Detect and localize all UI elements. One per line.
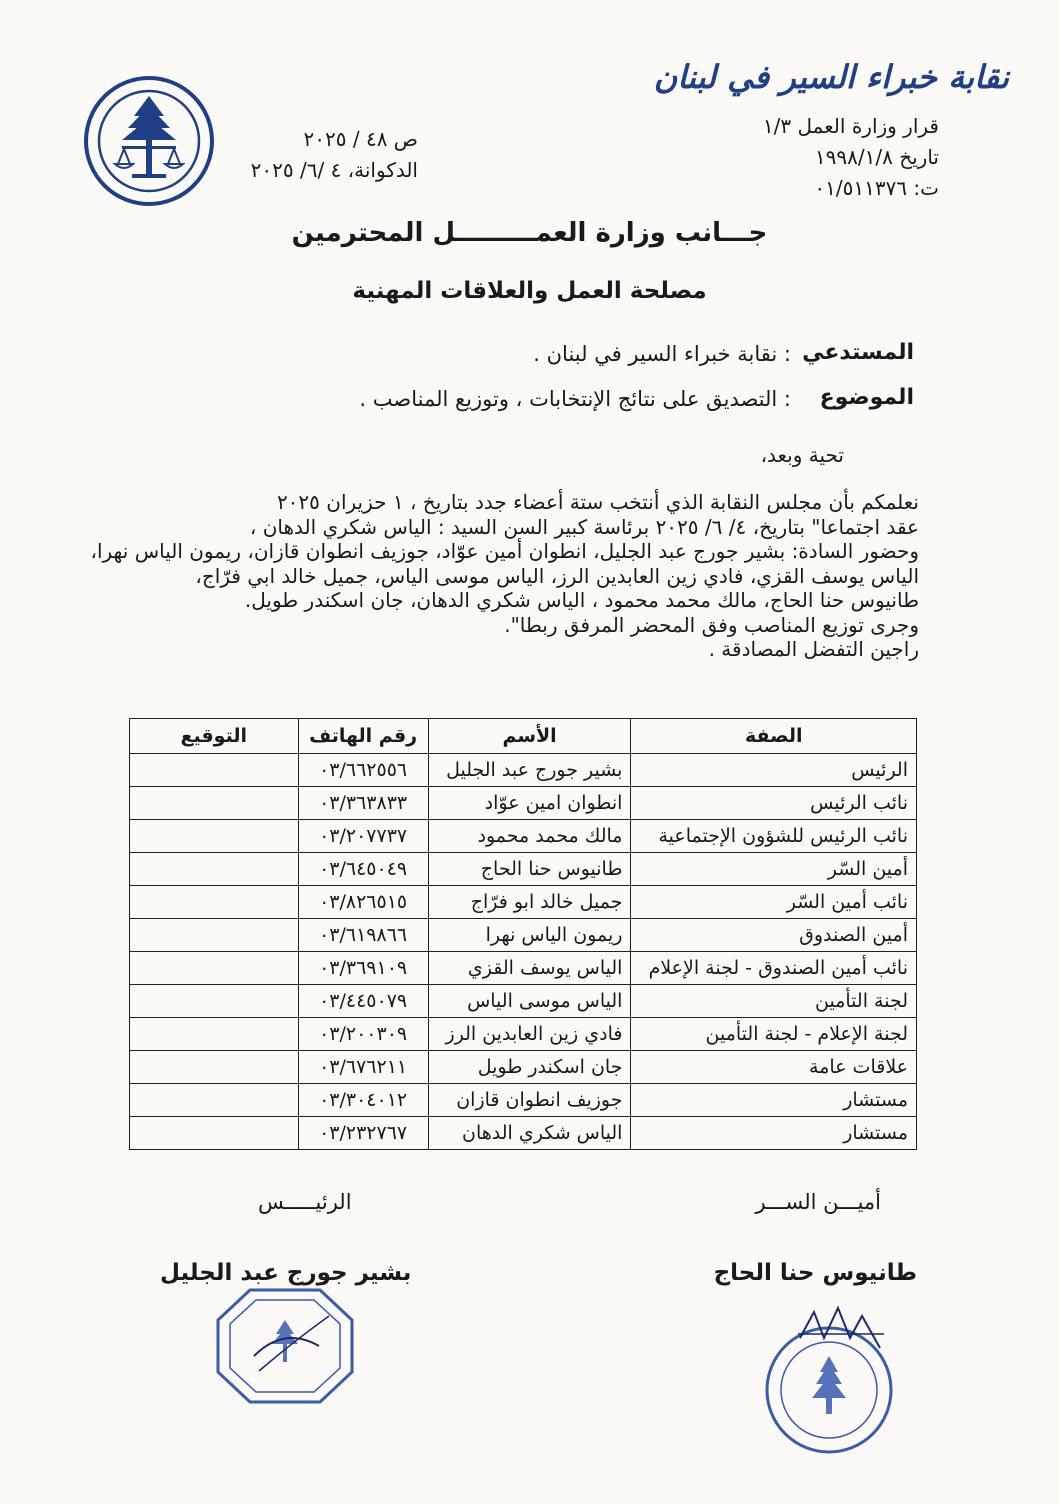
- member-name: الياس يوسف القزي: [428, 952, 631, 985]
- member-phone: ٠٣/٢٠٧٧٣٧: [298, 820, 428, 853]
- body-line: طانيوس حنا الحاج، مالك محمد محمود ، الياس شكري الدهان، جان اسكندر طويل.: [244, 588, 919, 612]
- member-title: لجنة التأمين: [631, 985, 917, 1018]
- member-title: مستشار: [631, 1117, 917, 1150]
- member-signature: [130, 1084, 299, 1117]
- member-signature: [130, 985, 299, 1018]
- body-line: الياس يوسف القزي، فادي زين العابدين الرز، الياس موسى الياس، جميل خالد ابي فرّاج،: [195, 563, 919, 588]
- member-phone: ٠٣/٨٢٦٥١٥: [298, 886, 428, 919]
- reference-number: ص ٤٨ / ٢٠٢٥: [303, 127, 418, 151]
- member-phone: ٠٣/٦١٩٨٦٦: [298, 919, 428, 952]
- member-signature: [130, 1117, 299, 1150]
- applicant-label: المستدعي: [802, 340, 914, 365]
- body-line: راجين التفضل المصادقة .: [708, 637, 919, 661]
- member-phone: ٠٣/٣٠٤٠١٢: [298, 1084, 428, 1117]
- member-phone: ٠٣/٤٤٥٠٧٩: [298, 985, 428, 1018]
- member-signature: [130, 1051, 299, 1084]
- member-phone: ٠٣/٢٠٠٣٠٩: [298, 1018, 428, 1051]
- body-line: عقد اجتماعا" بتاريخ، ٤/ ٦/ ٢٠٢٥ برئاسة كبير السن السيد : الياس شكري الدهان ،: [249, 514, 919, 539]
- member-phone: ٠٣/٣٦٣٨٣٣: [298, 787, 428, 820]
- greeting: تحية وبعد،: [760, 443, 844, 467]
- member-name: طانيوس حنا الحاج: [428, 853, 631, 886]
- member-signature: [130, 1018, 299, 1051]
- member-title: نائب الرئيس للشؤون الإجتماعية: [631, 820, 917, 853]
- member-name: ريمون الياس نهرا: [428, 919, 631, 952]
- member-name: انطوان امين عوّاد: [428, 787, 631, 820]
- member-signature: [130, 886, 299, 919]
- secretary-title: أميـــن الســـر: [755, 1190, 881, 1214]
- member-title: أمين الصندوق: [631, 919, 917, 952]
- member-signature: [130, 820, 299, 853]
- member-phone: ٠٣/٣٦٩١٠٩: [298, 952, 428, 985]
- member-name: الياس شكري الدهان: [428, 1117, 631, 1150]
- member-name: جميل خالد ابو فرّاج: [428, 886, 631, 919]
- table-row: [130, 886, 917, 919]
- ministry-decision: قرار وزارة العمل ١/٣: [762, 114, 939, 138]
- member-phone: ٠٣/٦٦٢٥٥٦: [298, 754, 428, 787]
- table-row: [130, 919, 917, 952]
- member-signature: [130, 754, 299, 787]
- member-title: لجنة الإعلام - لجنة التأمين: [631, 1018, 917, 1051]
- founding-date: تاريخ ١٩٩٨/١/٨: [814, 145, 939, 169]
- table-row: [130, 754, 917, 787]
- member-title: علاقات عامة: [631, 1051, 917, 1084]
- department: مصلحة العمل والعلاقات المهنية: [352, 278, 707, 304]
- table-row: [130, 985, 917, 1018]
- member-name: جان اسكندر طويل: [428, 1051, 631, 1084]
- table-header-row: [130, 719, 917, 754]
- member-title: نائب أمين السّر: [631, 886, 917, 919]
- member-phone: ٠٣/٢٣٢٧٦٧: [298, 1117, 428, 1150]
- table-row: [130, 1117, 917, 1150]
- table-row: [130, 787, 917, 820]
- reference-place-date: الدكوانة، ٤ /٦/ ٢٠٢٥: [250, 158, 418, 182]
- board-members-table: [129, 718, 917, 1150]
- secretary-name: طانيوس حنا الحاج: [713, 1260, 917, 1286]
- union-logo: [82, 74, 216, 208]
- member-signature: [130, 787, 299, 820]
- body-line: وجرى توزيع المناصب وفق المحضر المرفق ربطا".: [504, 612, 919, 637]
- member-name: جوزيف انطوان قازان: [428, 1084, 631, 1117]
- member-title: الرئيس: [631, 754, 917, 787]
- subject-label: الموضوع: [819, 385, 914, 410]
- table-row: [130, 853, 917, 886]
- body-line: وحضور السادة: بشير جورج عبد الجليل، انطوان أمين عوّاد، جوزيف انطوان قازان، ريمون الياس نهرا،: [90, 539, 919, 563]
- member-phone: ٠٣/٦٧٦٢١١: [298, 1051, 428, 1084]
- president-title: الرئيـــــس: [258, 1190, 352, 1214]
- header-name: الأسم: [428, 719, 631, 754]
- member-title: نائب أمين الصندوق - لجنة الإعلام: [631, 952, 917, 985]
- table-row: [130, 1051, 917, 1084]
- secretary-stamp: [762, 1298, 896, 1464]
- member-signature: [130, 952, 299, 985]
- member-title: مستشار: [631, 1084, 917, 1117]
- header-phone: رقم الهاتف: [298, 719, 428, 754]
- member-name: الياس موسى الياس: [428, 985, 631, 1018]
- table-row: [130, 820, 917, 853]
- table-row: [130, 1018, 917, 1051]
- header-signature: التوقيع: [130, 719, 299, 754]
- org-name: نقابة خبراء السير في لبنان: [653, 58, 1009, 96]
- member-name: بشير جورج عبد الجليل: [428, 754, 631, 787]
- addressee: جـــانب وزارة العمـــــــــل المحترمين: [291, 218, 768, 248]
- body-line: نعلمكم بأن مجلس النقابة الذي أنتخب ستة أعضاء جدد بتاريخ ، ١ حزيران ٢٠٢٥: [276, 490, 919, 514]
- president-name: بشير جورج عبد الجليل: [160, 1260, 412, 1286]
- member-name: فادي زين العابدين الرز: [428, 1018, 631, 1051]
- member-name: مالك محمد محمود: [428, 820, 631, 853]
- member-signature: [130, 853, 299, 886]
- letter-body: [90, 490, 919, 662]
- member-signature: [130, 919, 299, 952]
- member-phone: ٠٣/٦٤٥٠٤٩: [298, 853, 428, 886]
- president-stamp: [214, 1286, 356, 1406]
- member-title: نائب الرئيس: [631, 787, 917, 820]
- org-phone: ت: ٠١/٥١١٣٧٦: [814, 176, 939, 200]
- subject-value: : التصديق على نتائج الإنتخابات ، وتوزيع المناصب .: [359, 387, 791, 411]
- table-row: [130, 1084, 917, 1117]
- header-title: الصفة: [631, 719, 917, 754]
- applicant-value: : نقابة خبراء السير في لبنان .: [533, 342, 791, 366]
- member-title: أمين السّر: [631, 853, 917, 886]
- table-row: [130, 952, 917, 985]
